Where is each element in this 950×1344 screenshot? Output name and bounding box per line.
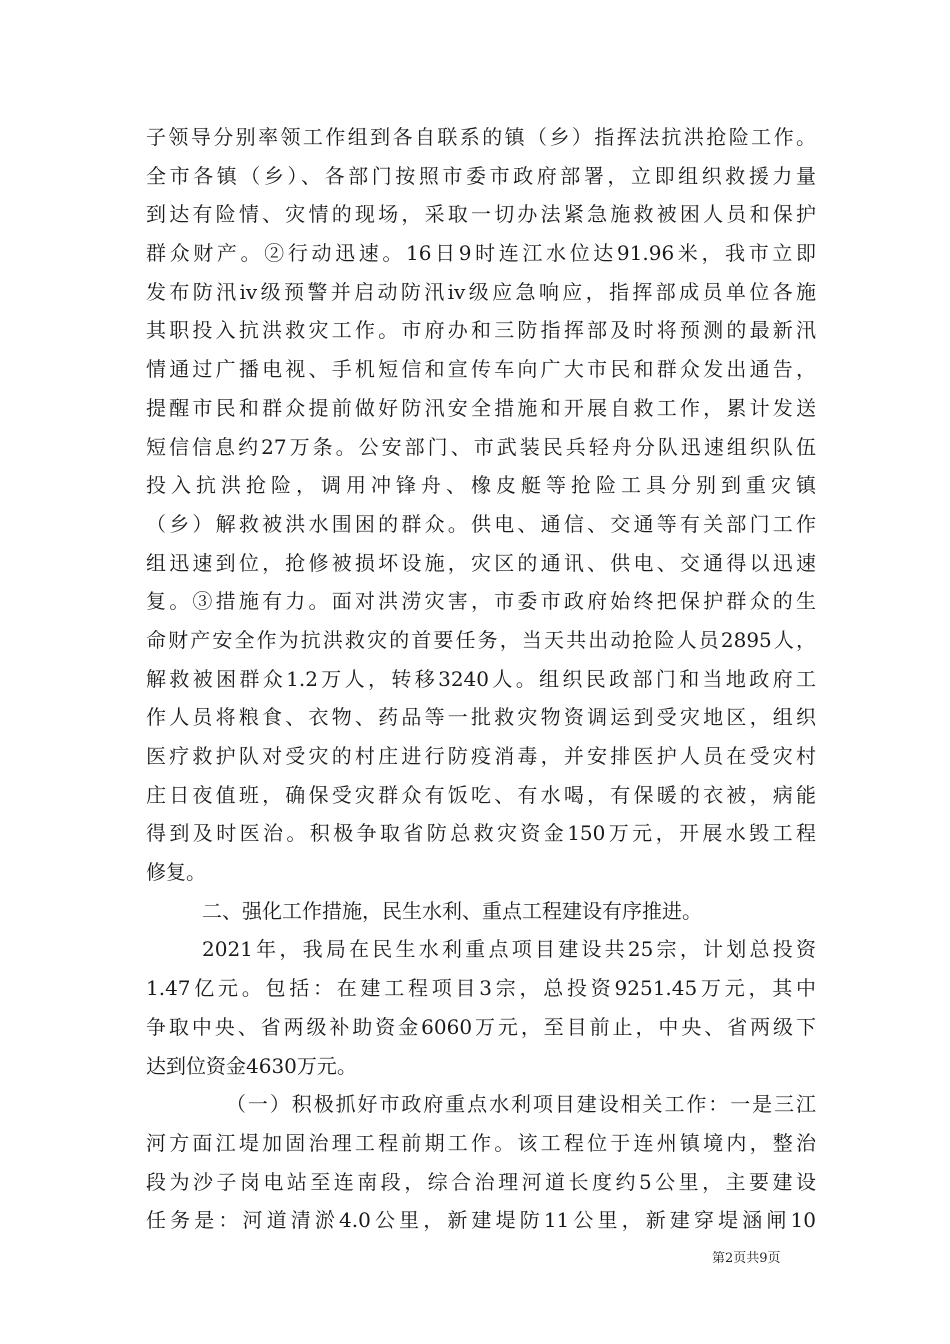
text-line: 修复。: [146, 860, 206, 885]
text-line: 解救被困群众1.2万人，转移3240人。组织民政部门和当地政府工: [146, 666, 816, 691]
text-line: 医疗救护队对受灾的村庄进行防疫消毒，并安排医护人员在受灾村: [146, 744, 816, 768]
text-line: 得到及时医治。积极争取省防总救灾资金150万元，开展水毁工程: [146, 821, 816, 846]
text-line: 段为沙子岗电站至连南段，综合治理河道长度约5公里，主要建设: [146, 1169, 816, 1194]
text-line: 发布防汛ⅳ级预警并启动防汛ⅳ级应急响应，指挥部成员单位各施: [146, 279, 816, 304]
subsection-line: （一）积极抓好市政府重点水利项目建设相关工作：一是三江: [226, 1092, 816, 1117]
text-line: 作人员将粮食、衣物、药品等一批救灾物资调运到受灾地区，组织: [146, 705, 816, 730]
text-line: 群众财产。②行动迅速。16日9时连江水位达91.96米，我市立即: [146, 241, 816, 266]
section-heading: 二、强化工作措施，民生水利、重点工程建设有序推进。: [202, 898, 702, 923]
body-text: [146, 118, 816, 1240]
text-line: （乡）解救被洪水围困的群众。供电、通信、交通等有关部门工作: [146, 511, 816, 536]
text-line: 情通过广播电视、手机短信和宣传车向广大市民和群众发出通告，: [146, 357, 816, 382]
text-line: 1.47亿元。包括：在建工程项目3宗，总投资9251.45万元，其中: [146, 976, 816, 1001]
text-line: 复。③措施有力。面对洪涝灾害，市委市政府始终把保护群众的生: [146, 589, 816, 614]
text-line: 庄日夜值班，确保受灾群众有饭吃、有水喝，有保暖的衣被，病能: [146, 782, 816, 807]
text-line: 子领导分别率领工作组到各自联系的镇（乡）指挥法抗洪抢险工作。: [146, 125, 816, 149]
text-line: 投入抗洪抢险，调用冲锋舟、橡皮艇等抢险工具分别到重灾镇: [146, 473, 816, 498]
text-line: 全市各镇（乡）、各部门按照市委市政府部署，立即组织救援力量: [146, 163, 816, 188]
text-line: 达到位资金4630万元。: [146, 1053, 357, 1078]
text-line: 到达有险情、灾情的现场，采取一切办法紧急施救被困人员和保护: [146, 202, 816, 227]
text-line: 河方面江堤加固治理工程前期工作。该工程位于连州镇境内，整治: [146, 1130, 816, 1155]
text-line: 2021年，我局在民生水利重点项目建设共25宗，计划总投资: [202, 937, 816, 962]
text-line: 任务是：河道清淤4.0公里，新建堤防11公里，新建穿堤涵闸10: [146, 1208, 816, 1233]
text-line: 提醒市民和群众提前做好防汛安全措施和开展自救工作，累计发送: [146, 395, 816, 420]
text-line: 组迅速到位，抢修被损坏设施，灾区的通讯、供电、交通得以迅速: [146, 550, 816, 575]
text-line: 命财产安全作为抗洪救灾的首要任务，当天共出动抢险人员2895人，: [146, 627, 816, 652]
page-number: 第2页共9页: [712, 1251, 781, 1266]
text-line: 短信信息约27万条。公安部门、市武装民兵轻舟分队迅速组织队伍: [146, 434, 816, 459]
text-line: 争取中央、省两级补助资金6060万元，至目前止，中央、省两级下: [146, 1014, 816, 1039]
text-line: 其职投入抗洪救灾工作。市府办和三防指挥部及时将预测的最新汛: [146, 318, 816, 343]
